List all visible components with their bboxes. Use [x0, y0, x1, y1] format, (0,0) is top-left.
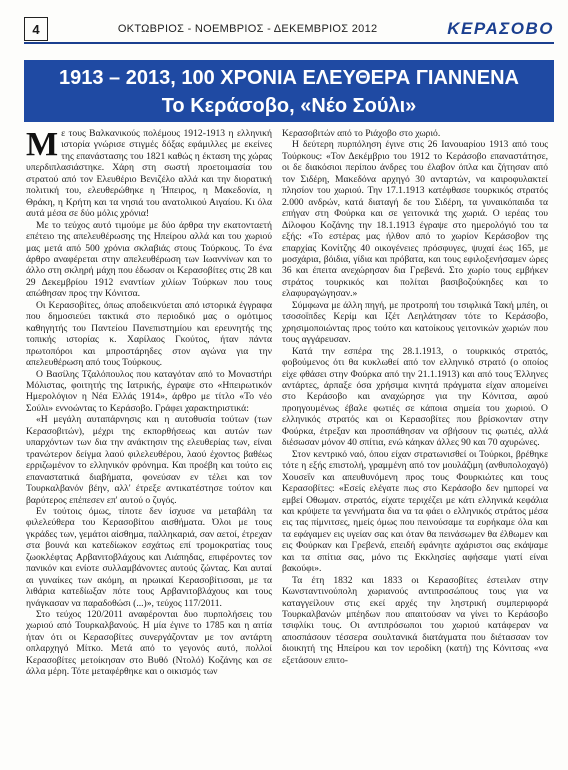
issue-date: ΟΚΤΩΒΡΙΟΣ - ΝΟΕΜΒΡΙΟΣ - ΔΕΚΕΜΒΡΙΟΣ 2012 — [117, 23, 378, 35]
quote-paragraph: «Η μεγάλη αυταπάρνησις και η αυτοθυσία τούτων (των Κερασοβιτών), μέχρι της εκπορθήσεως και αυτών των υπαρχόντων των δια την ανάκτησιν της ελευθερίας των, είναι τρανώτερον δείγμα λαού φιλελευθέρου, λαού έχοντος βαθέως ερριζωμένον το ελληνικόν φρόνημα. Και προέβη και τούτο εις επαναστατικά διαβήματα, φονεύσαν εν τέλει και τον Τουρκαλβανόν βέην, αλλ' έτρεξε αντικατέστησε τούτον και βαρύτερος επέπεσεν επ' αυτού ο ζυγός. — [26, 414, 272, 506]
paragraph: Στο τεύχος 120/2011 αναφέρονται δυο πυρπολήσεις του χωριού από Τουρκαλβανούς. Η μία έγινε το 1785 και η αιτία ήταν ότι οι Κερασοβίτες συνεργάζονταν με τον αντάρτη οπλαρχηγό Μίτκο. Μετά από το γεγονός αυτό, πολλοί Κερασοβίτες μετοίκησαν στο Βυθό (Ντολό) Κοζάνης και σε άλλα μέρη. Τότε μεταφέρθηκε και ο οικισμός των — [26, 609, 272, 678]
paragraph: Τα έτη 1832 και 1833 οι Κερασοβίτες έστειλαν στην Κωνσταντινούπολη χωριανούς αντιπροσώπους τους για να καταγγείλουν στις εκεί αρχές την ληστρική συμπεριφορά Τουρκαλβανών μπέηδων που απαιτούσαν να γίνει το Κεράσοβο τσιφλίκι τους. Οι αντιπρόσωποι του χωριού κατάφεραν να αποσπάσουν τέσσερα σουλτανικά διατάγματα που διέτασσαν τον διοικητή της Ηπείρου και τον ιεροδίκη (κατή) της Κόνιτσας «να εξετάσουν επιτο- — [282, 574, 548, 666]
paragraph: ε τους Βαλκανικούς πολέμους 1912-1913 η ελληνική ιστορία γνώρισε στιγμές δόξας εφάμιλλες με εκείνες της επανάστασης του 1821 καθώς η έκταση της χώρας υπερδιπλασιάστηκε. Χάρη στη σωστή προετοιμασία του στρατού από τον Ελευθέριο Βενιζέλο αλλά και την διορατική πολιτική του, ελευθερώθηκε η Ήπειρος, η Μακεδονία, η Θράκη, η Κρήτη και τα νησιά του ανατολικού Αιγαίου. Κι όλα αυτά μέσα σε δύο μόλις χρόνια! — [26, 128, 272, 220]
article-subtitle: Το Κεράσοβο, «Νέο Σούλι» — [161, 95, 417, 117]
paragraph: Κατά την εσπέρα της 28.1.1913, ο τουρκικός στρατός, φοβούμενος ότι θα κυκλωθεί από τον ελληνικό στρατό (ο οποίος είχε φθάσει στην Φούρκα από την 21.1.1913) και από τους Έλληνες αντάρτες, άρπαξε όσα χρήσιμα κινητά πράγματα είχαν απομείνει στο Κεράσοβο και αναχώρησε για την Κόνιτσα, αφού προηγουμένως έβαλε φωτιές σε κάποια σημεία του χωριού. Ο ελληνικός στρατός και οι Κερασοβίτες που βρίσκονταν στην Φούρκα, έτρεξαν και προσπάθησαν να σβήσουν τις φωτιές, αλλά διέσωσαν μόνον 40 σπίτια, ενώ κάηκαν άλλες 90 και 70 αχυρώνες. — [282, 345, 548, 449]
paragraph: Κερασοβιτών από το Ριάχοβο στο χωριό. — [282, 128, 441, 139]
page-number: 4 — [24, 17, 48, 41]
paragraph: Ο Βασίλης Τζαλόπουλος που καταγόταν από το Μοναστήρι Μόλιστας, φοιτητής της Ιατρικής, έγραψε στο «Ηπειρωτικόν Ημερολόγιον η Νέα Ελλάς 1914», άρθρο με τίτλο «Το νέο Σούλι» εννοώντας το Κεράσοβο. Γράφει χαρακτηριστικά: — [26, 368, 272, 414]
page-header — [24, 18, 554, 40]
paragraph: Η δεύτερη πυρπόληση έγινε στις 26 Ιανουαρίου 1913 από τους Τούρκους: «Τον Δεκέμβριο του 1912 το Κεράσοβο επαναστάτησε, οι δε διακόσιοι περίπου άνδρες του έλαβον όπλα και ζήτησαν από τον Σιδέρη, Μακεδόνα αρχηγό 30 ανταρτών, να καιροφυλακτεί πλησίον του χωριού. Την 17.1.1913 κατέφθασε τουρκικός στρατός 2.000 ανδρών, κατά διαταγή δε του Σιδέρη, τα γυναικόπαιδα τα επήγαν στη Φούρκα και σε γειτονικά της χωριά. Ο ιερέας του Δίλοφου Κοζάνης την 18.1.1913 έγραψε στο ημερολόγιό του τα εξής: «Το εστέρας μας ήλθον από το χωρίον Κεράσοβον της επαρχίας Κονίτζης 40 οικογένειες πρόσφυγες, ψυχαί έως 165, με μοσχάρια, βόιδια, γίδια και πρόβατα, και τους εφιλοξενήσαμεν ώρες 36 και έπειτα ανεχώρησαν δια Γρεβενά. Στο χωρίο τους εμβήκεν στράτος τουρκικός και πολίται βασιβοζούκηδες και το ελαφυραγώγησαν.» — [282, 139, 548, 300]
paragraph: Στον κεντρικό ναό, όπου είχαν στρατωνισθεί οι Τούρκοι, βρέθηκε τότε η εξής επιστολή, γραμμένη από τον μουλάζιμη (ανθυπολοχαγό) Χουσεΐν και απευθυνόμενη προς τους Φουρκιώτες και τους Κερασοβίτες: «Εσείς ελέγατε πως στο Κεράσοβο δεν ημπορεί να εμβεί Οθωμαν. στρατός, είχατε τεριχέζει με κάτι ελληνικά κεφάλια και κρύψετε τα γεννήματα δια να τα φάει ο ελληνικός στράτος μέσα εις τας πίμνιτσες, ημείς όμως που πεινούσαμε τα ευρήκαμε όλα και τα εφάγαμεν εις υγείαν σας και όταν θα πεινάσωμεν θα έλθωμεν και εις Φούρκαν και Γρεβενά, επειδή εφάνητε αχάριστοι σας εκάψαμε και τα σπίτια σας, μόνο τις Εκκλησίες αφήσαμε γιατί είναι βακούφι». — [282, 448, 548, 575]
article-column-right — [282, 128, 548, 766]
paragraph: Με το τεύχος αυτό τιμούμε με δύο άρθρα την εκατονταετή επέτειο της απελευθέρωσης της Ηπείρου αλλά και του χωριού μας μετά από 500 χρόνια σκλαβιάς στους Τούρκους. Το ένα άρθρο αναφέρεται στην απελευθέρωση των Ιωαννίνων και το άλλο στη σκληρή μάχη που έδωσαν οι Κερασοβίτες στις 28 και 29 Δεκεμβρίου 1912 εναντίων χιλίων Τούρκων που τους απώθησαν προς την Κόνιτσα. — [26, 219, 272, 300]
article-title: 1913 – 2013, 100 ΧΡΟΝΙΑ ΕΛΕΥΘΕΡΑ ΓΙΑΝΝΕΝΑ — [59, 67, 519, 89]
article-column-left — [26, 128, 272, 766]
article-title-banner — [24, 60, 554, 122]
drop-cap: Μ — [26, 128, 59, 163]
header-divider — [24, 42, 554, 44]
quote-paragraph: Εν τούτοις όμως, τίποτε δεν ίσχυσε να μεταβάλη τα φιλελεύθερα του Κερασοβίτου αισθήματα. Όλοι με τους γκράδες των, γεμάτοι αίσθημα, παλληκαριά, σαν αετοί, έτρεχαν στα βουνά και κατεδίωκον εσχάτως επί τρομοκρατίας τους ζωοκλέφτας Αρβανιτοβλάχους και Λιάπηδας, επιφέροντες τον πανικόν και ενίοτε συλλαμβάνοντες αυτούς ζώντας. Και αυταί αι γυναίκες των ακόμη, αι ηρωικαί Κερασοβίτισσαι, με τα λιθάρια κατεδίωξαν πότε τους Αρβανιτοβλάχους και τους ηνάγκασαν να παραδοθώσι (...)», τεύχος 117/2011. — [26, 505, 272, 609]
paragraph: Σύμφωνα με άλλη πηγή, με προτροπή του τσιφλικά Τακή μπέη, οι τσοσοϊπδες Κερίμ και Ιζέτ Λεηλάτησαν τότε το Κεράσοβο, χρησιμοποιώντας προς τούτο και κατοίκους γειτονικών χωριών που τους αγγάρευσαν. — [282, 299, 548, 346]
paragraph: Οι Κερασοβίτες, όπως αποδεικνύεται από ιστορικά έγγραφα που δημοσιεύει τακτικά στο περιοδικό μας ο ομότιμος καθηγητής του Παντείου Πανεπιστημίου και ερευνητής της τοπικής ιστορίας κ. Χαρίλαος Γκούτος, ήταν πάντα πρωτοπόροι και μπροστάρηδες στον αγώνα για την απελευθέρωση από τους Τούρκους. — [26, 299, 272, 369]
masthead-logo: ΚΕΡΑΣΟΒΟ — [447, 19, 554, 38]
